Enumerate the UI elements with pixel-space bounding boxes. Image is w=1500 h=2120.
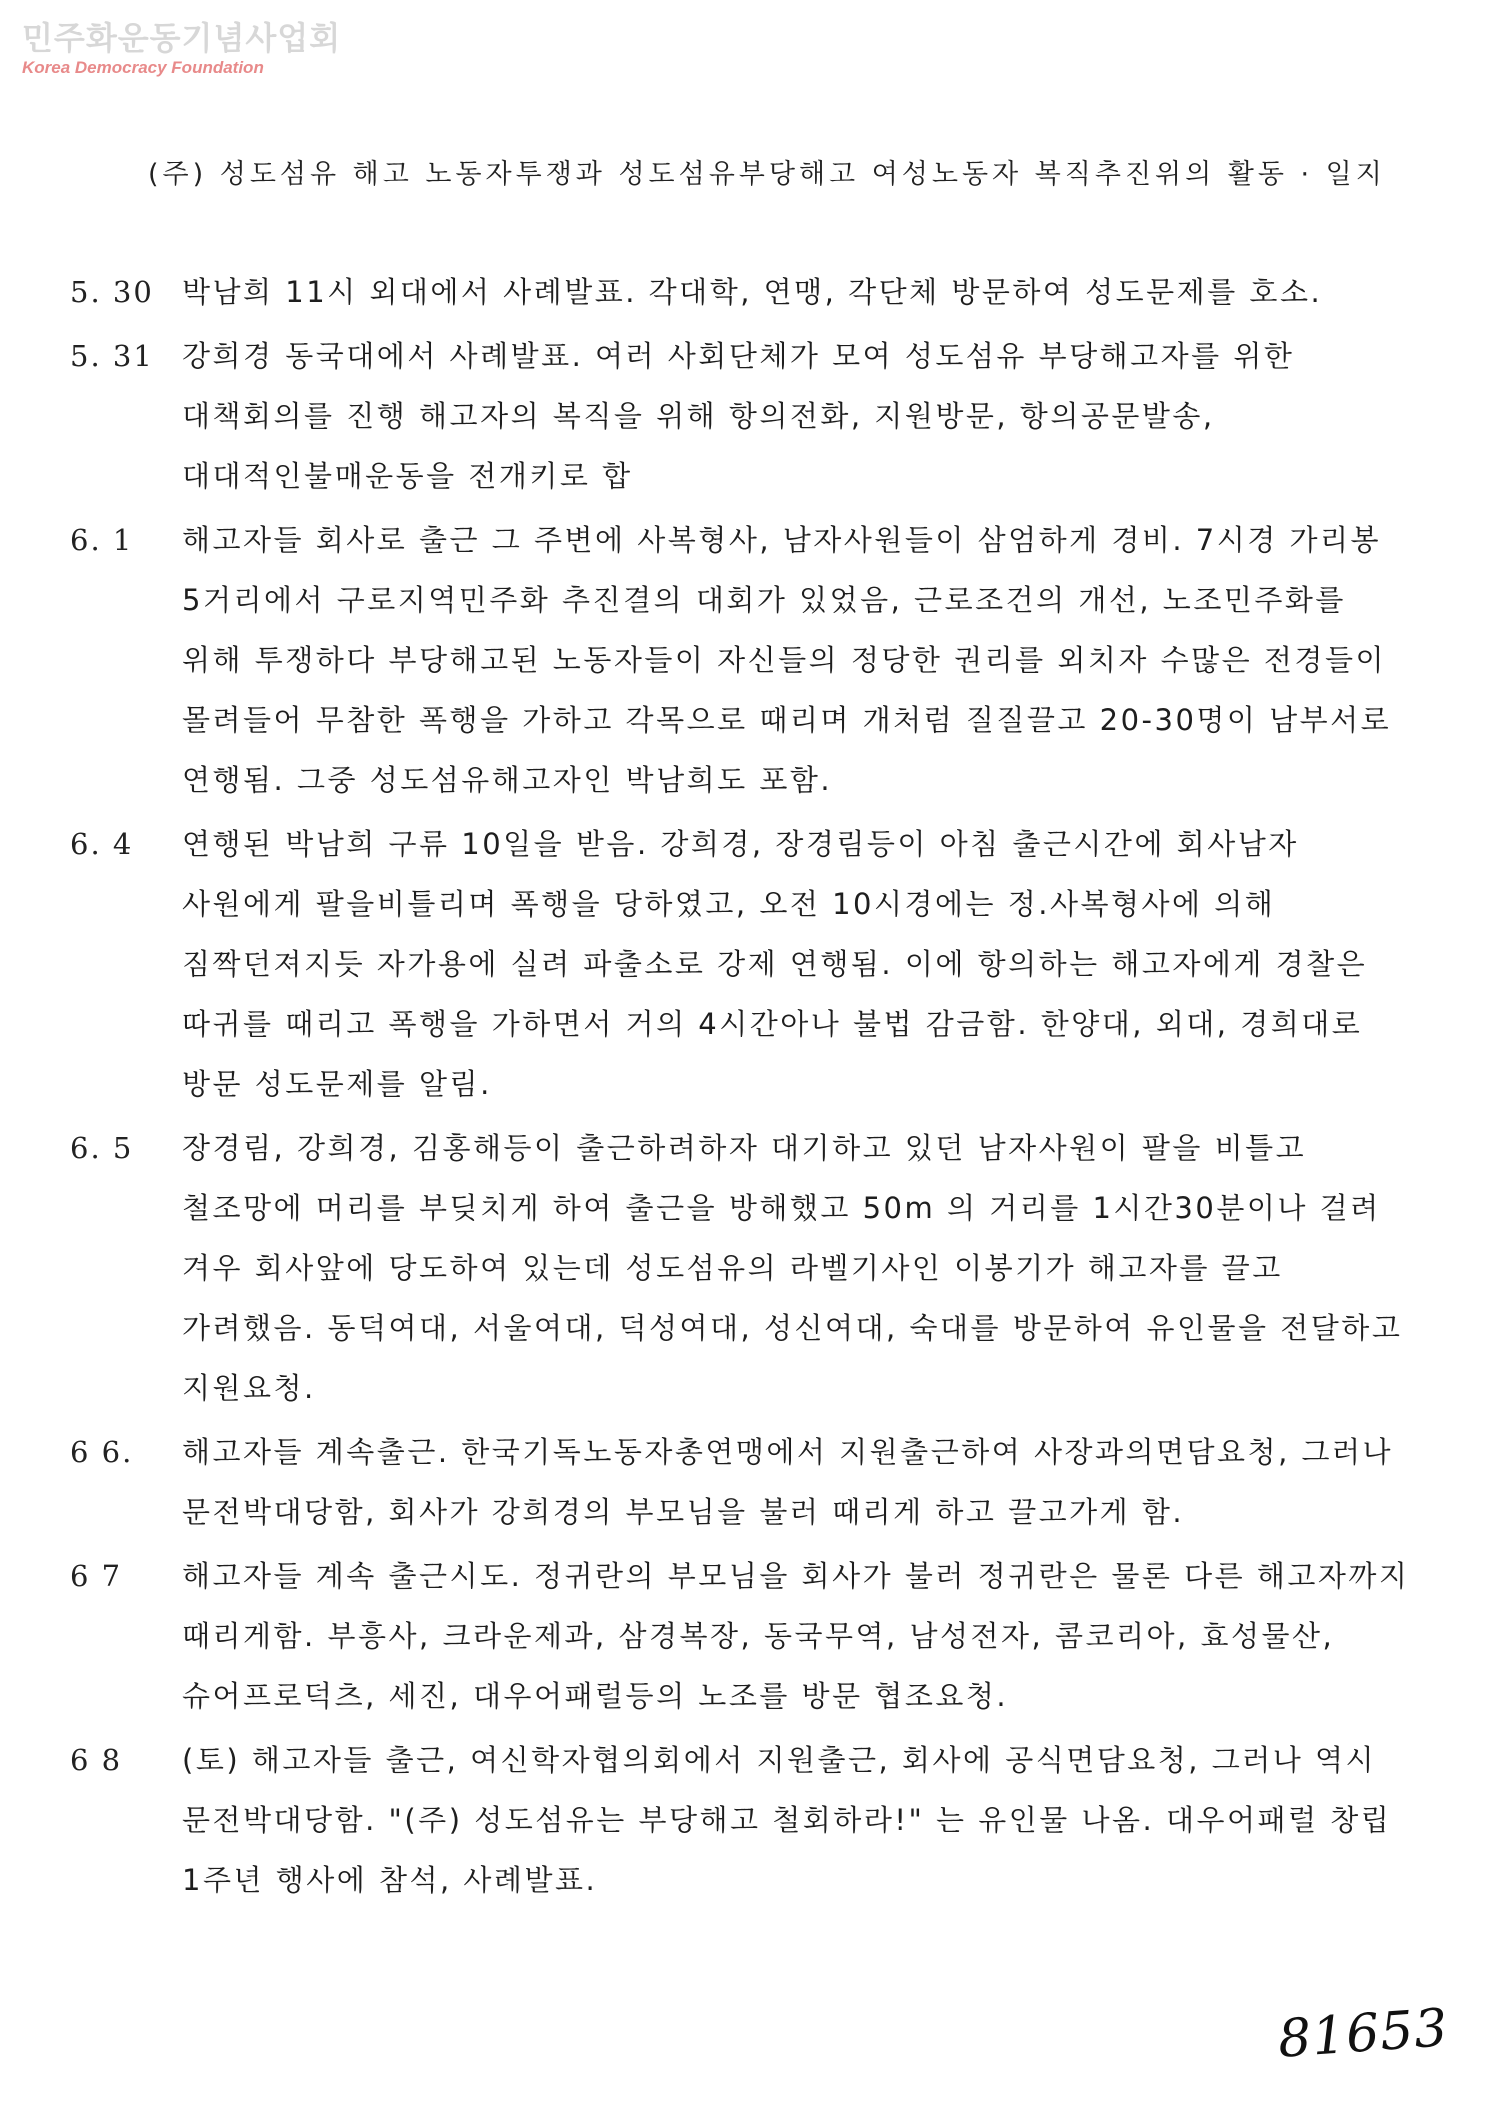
entry-date: 5. 31 <box>70 339 154 373</box>
entry-date: 6 7 <box>70 1559 123 1593</box>
entry-date: 5. 30 <box>70 275 154 309</box>
entry-text: (토) 해고자들 출근, 여신학자협의회에서 지원출근, 회사에 공식면담요청, 그러나 역시 문전박대당함. "(주) 성도섬유는 부당해고 철회하라!" 는 유인물 나옴. 대우어패럴 창립 1주년 행사에 참석, 사례발표. <box>182 1743 1392 1897</box>
log-entry <box>70 262 1430 322</box>
entry-date: 6 8 <box>70 1743 123 1777</box>
watermark-korean: 민주화운동기념사업회 <box>22 19 342 57</box>
entry-text: 강희경 동국대에서 사례발표. 여러 사회단체가 모여 성도섬유 부당해고자를 위한 대책회의를 진행 해고자의 복직을 위해 항의전화, 지원방문, 항의공문발송, 대대적인불매운동을 전개키로 합 <box>182 339 1295 493</box>
entry-date: 6 6. <box>70 1435 134 1469</box>
entry-text: 연행된 박남희 구류 10일을 받음. 강희경, 장경림등이 아침 출근시간에 회사남자 사원에게 팔을비틀리며 폭행을 당하였고, 오전 10시경에는 정.사복형사에 의해 짐짝던져지듯 자가용에 실려 파출소로 강제 연행됨. 이에 항의하는 해고자에게 경찰은 따귀를 때리고 폭행을 가하면서 거의 4시간아나 불법 감금함. 한양대, 외대, 경희대로 방문 성도문제를 알림. <box>182 827 1368 1101</box>
log-entry <box>70 326 1430 506</box>
log-entry <box>70 1546 1430 1726</box>
entry-text: 해고자들 계속 출근시도. 정귀란의 부모님을 회사가 불러 정귀란은 물론 다른 해고자까지 때리게함. 부흥사, 크라운제과, 삼경복장, 동국무역, 남성전자, 콤코리아, 효성물산, 슈어프로덕츠, 세진, 대우어패럴등의 노조를 방문 협조요청. <box>182 1559 1410 1713</box>
log-entry <box>70 510 1430 810</box>
entry-date: 6. 5 <box>70 1131 134 1165</box>
entry-date: 6. 1 <box>70 523 134 557</box>
log-entries <box>70 262 1430 1914</box>
document-title: (주) 성도섬유 해고 노동자투쟁과 성도섬유부당해고 여성노동자 복직추진위의 활동 · 일지 <box>148 159 1386 190</box>
entry-text: 해고자들 계속출근. 한국기독노동자총연맹에서 지원출근하여 사장과의면담요청, 그러나 문전박대당함, 회사가 강희경의 부모님을 불러 때리게 하고 끌고가게 함. <box>182 1435 1394 1529</box>
log-entry <box>70 1730 1430 1910</box>
watermark-logo <box>22 20 341 78</box>
entry-text: 해고자들 회사로 출근 그 주변에 사복형사, 남자사원들이 삼엄하게 경비. 7시경 가리봉 5거리에서 구로지역민주화 추진결의 대회가 있었음, 근로조건의 개선, 노조민주화를 위해 투쟁하다 부당해고된 노동자들이 자신들의 정당한 권리를 외치자 수많은 전경들이 몰려들어 무참한 폭행을 가하고 각목으로 때리며 개처럼 질질끌고 20-30명이 남부서로 연행됨. 그중 성도섬유해고자인 박남희도 포함. <box>182 523 1392 797</box>
log-entry <box>70 1422 1430 1542</box>
entry-text: 장경림, 강희경, 김홍해등이 출근하려하자 대기하고 있던 남자사원이 팔을 비틀고 철조망에 머리를 부딪치게 하여 출근을 방해했고 50m 의 거리를 1시간30분이나 걸려 겨우 회사앞에 당도하여 있는데 성도섬유의 라벨기사인 이봉기가 해고자를 끌고 가려했음. 동덕여대, 서울여대, 덕성여대, 성신여대, 숙대를 방문하여 유인물을 전달하고 지원요청. <box>182 1131 1403 1405</box>
log-entry <box>70 814 1430 1114</box>
page-number: 81653 <box>1276 1998 1451 2070</box>
entry-date: 6. 4 <box>70 827 134 861</box>
watermark-english: Korea Democracy Foundation <box>22 58 264 77</box>
log-entry <box>70 1118 1430 1418</box>
entry-text: 박남희 11시 외대에서 사례발표. 각대학, 연맹, 각단체 방문하여 성도문제를 호소. <box>182 275 1323 309</box>
